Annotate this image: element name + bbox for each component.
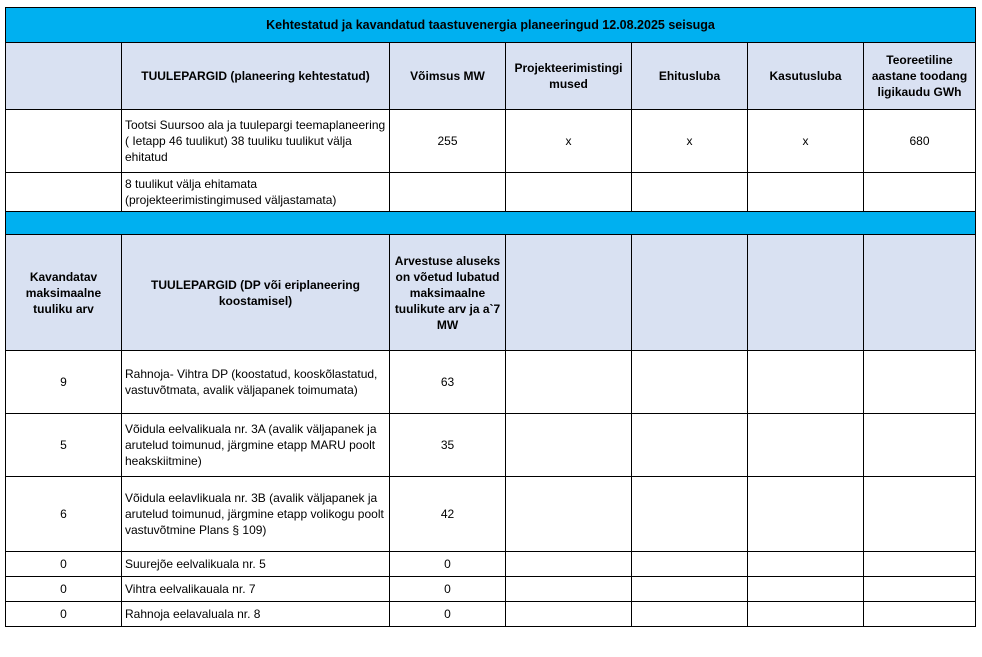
planning-table	[5, 7, 976, 627]
table-cell	[6, 110, 122, 173]
table-cell: 5	[6, 414, 122, 477]
header-cell: Kavandatav maksimaalne tuuliku arv	[6, 235, 122, 351]
table-cell	[748, 351, 864, 414]
table-cell	[748, 577, 864, 602]
table-cell: Rahnoja eelavaluala nr. 8	[122, 602, 390, 627]
table-cell	[506, 173, 632, 212]
table-cell: 0	[390, 602, 506, 627]
table-cell: 0	[6, 552, 122, 577]
table-cell: 255	[390, 110, 506, 173]
table-cell	[506, 477, 632, 552]
header-cell	[6, 43, 122, 110]
table-cell: 0	[6, 602, 122, 627]
table-row	[6, 173, 976, 212]
table-cell: x	[506, 110, 632, 173]
section2-header-row	[6, 235, 976, 351]
table-cell	[864, 602, 976, 627]
table-row	[6, 552, 976, 577]
table-row	[6, 477, 976, 552]
table-cell: 63	[390, 351, 506, 414]
table-cell	[748, 602, 864, 627]
table-cell	[632, 414, 748, 477]
table-row	[6, 577, 976, 602]
header-cell: Kasutusluba	[748, 43, 864, 110]
table-cell	[506, 602, 632, 627]
table-cell	[864, 577, 976, 602]
table-cell	[506, 552, 632, 577]
section1-header-row	[6, 43, 976, 110]
table-cell	[748, 414, 864, 477]
table-cell: 6	[6, 477, 122, 552]
table-cell: Vihtra eelvalikauala nr. 7	[122, 577, 390, 602]
table-cell: 0	[390, 552, 506, 577]
table-cell: x	[748, 110, 864, 173]
header-cell: Ehitusluba	[632, 43, 748, 110]
table-cell: 42	[390, 477, 506, 552]
header-cell: Arvestuse aluseks on võetud lubatud maksimaalne tuulikute arv ja a`7 MW	[390, 235, 506, 351]
header-cell	[506, 235, 632, 351]
table-row	[6, 602, 976, 627]
table-cell	[390, 173, 506, 212]
table-cell	[864, 414, 976, 477]
table-cell: Tootsi Suursoo ala ja tuulepargi teemaplaneering ( Ietapp 46 tuulikut) 38 tuuliku tuulikut välja ehitatud	[122, 110, 390, 173]
table-cell	[864, 552, 976, 577]
table-cell	[632, 477, 748, 552]
table-cell	[506, 577, 632, 602]
header-cell: Projekteerimistingi mused	[506, 43, 632, 110]
table-cell	[864, 173, 976, 212]
header-cell	[748, 235, 864, 351]
table-cell: Võidula eelvalikuala nr. 3A (avalik väljapanek ja arutelud toimunud, järgmine etapp MARU poolt heakskiitmine)	[122, 414, 390, 477]
table-cell: x	[632, 110, 748, 173]
table-cell	[864, 477, 976, 552]
table-cell	[632, 552, 748, 577]
header-cell	[632, 235, 748, 351]
table-cell	[864, 351, 976, 414]
header-cell: Teoreetiline aastane toodang ligikaudu GWh	[864, 43, 976, 110]
table-row	[6, 414, 976, 477]
table-cell	[6, 173, 122, 212]
table-title: Kehtestatud ja kavandatud taastuvenergia planeeringud 12.08.2025 seisuga	[6, 8, 976, 43]
table-cell: 0	[6, 577, 122, 602]
table-cell	[632, 602, 748, 627]
table-cell	[748, 477, 864, 552]
table-cell: 0	[390, 577, 506, 602]
section-divider	[6, 212, 976, 235]
table-cell	[748, 173, 864, 212]
table-cell: 680	[864, 110, 976, 173]
table-cell: 8 tuulikut välja ehitamata (projekteerimistingimused väljastamata)	[122, 173, 390, 212]
table-cell: Suurejõe eelvalikuala nr. 5	[122, 552, 390, 577]
header-cell: TUULEPARGID (DP või eriplaneering koostamisel)	[122, 235, 390, 351]
table-cell	[506, 414, 632, 477]
table-cell: Võidula eelavlikuala nr. 3B (avalik väljapanek ja arutelud toimunud, järgmine etapp volikogu poolt vastuvõtmine Plans § 109)	[122, 477, 390, 552]
table-row	[6, 351, 976, 414]
table-cell: 9	[6, 351, 122, 414]
table-row	[6, 110, 976, 173]
table-cell: 35	[390, 414, 506, 477]
table-cell	[632, 351, 748, 414]
header-cell	[864, 235, 976, 351]
table-cell	[506, 351, 632, 414]
header-cell: TUULEPARGID (planeering kehtestatud)	[122, 43, 390, 110]
header-cell: Võimsus MW	[390, 43, 506, 110]
table-cell	[748, 552, 864, 577]
table-cell	[632, 577, 748, 602]
table-cell: Rahnoja- Vihtra DP (koostatud, kooskõlastatud, vastuvõtmata, avalik väljapanek toimumata)	[122, 351, 390, 414]
table-cell	[632, 173, 748, 212]
